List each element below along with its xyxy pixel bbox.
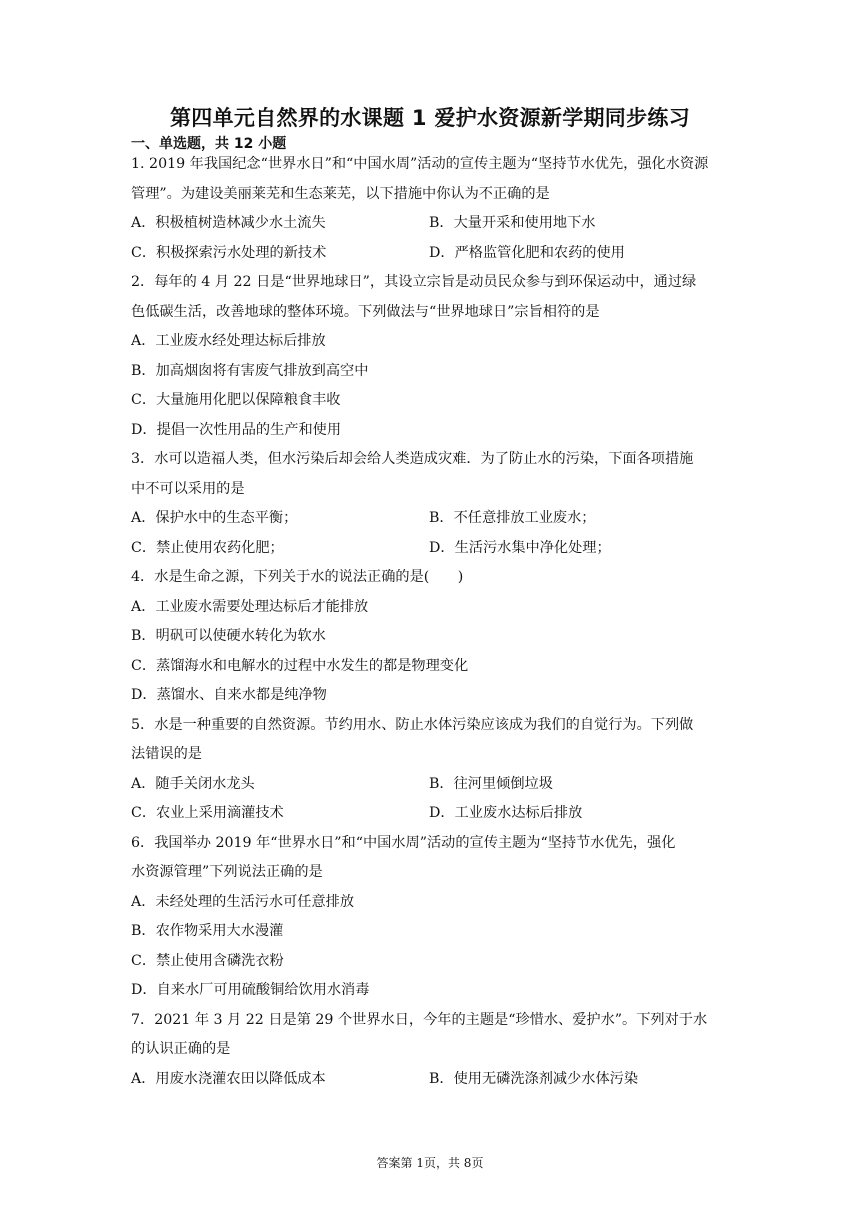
answer-option: B．使用无磷洗涤剂减少水体污染 [429,1070,639,1087]
answer-option-row [131,209,731,239]
question-stem-line: 中不可以采用的是 [131,480,245,497]
answer-option: C．蒸馏海水和电解水的过程中水发生的都是物理变化 [131,657,469,674]
answer-option: C．禁止使用农药化肥； [131,539,284,556]
question-stem-line: 4．水是生命之源，下列关于水的说法正确的是( ) [131,569,464,585]
question-stem-line: 法错误的是 [131,746,202,762]
answer-option: B．往河里倾倒垃圾 [429,775,553,792]
answer-option: A．积极植树造林减少水土流失 [131,215,326,231]
answer-option: A．随手关闭水龙头 [131,775,255,792]
answer-option: A．工业废水经处理达标后排放 [131,333,326,349]
question-stem-line: 1. 2019 年我国纪念“世界水日”和“中国水周”活动的宣传主题为“坚持节水优先，强化水资源 [131,156,709,172]
answer-option: D．提倡一次性用品的生产和使用 [131,421,342,438]
question-stem-line: 2．每年的 4 月 22 日是“世界地球日”，其设立宗旨是动员民众参与到环保运动中，通过绿 [131,274,697,290]
section-heading: 一、单选题，共 12 小题 [131,136,287,152]
question-stem-line: 7．2021 年 3 月 22 日是第 29 个世界水日，今年的主题是“珍惜水、爱护水”。下列对于水 [131,1011,708,1028]
question-4 [131,563,731,711]
answer-option-row [131,799,731,829]
question-2 [131,268,731,445]
question-list [131,150,731,1094]
question-5 [131,711,731,829]
answer-option-row [131,504,731,534]
answer-option-row [131,239,731,269]
question-3 [131,445,731,563]
answer-option: B．明矾可以使硬水转化为软水 [131,628,326,644]
question-1 [131,150,731,268]
page-footer: 答案第 1页，共 8页 [376,1156,484,1170]
answer-option: D．蒸馏水、自来水都是纯净物 [131,687,327,703]
answer-option-row [131,534,731,564]
answer-option: D．自来水厂可用硫酸铜给饮用水消毒 [131,982,370,998]
page-title: 第四单元自然界的水课题 1 爱护水资源新学期同步练习 [169,106,691,130]
question-stem-line: 的认识正确的是 [131,1041,231,1057]
question-stem-line: 6．我国举办 2019 年“世界水日”和“中国水周”活动的宣传主题为“坚持节水优先，强化 [131,834,676,851]
question-stem-line: 色低碳生活，改善地球的整体环境。下列做法与“世界地球日”宗旨相符的是 [131,303,600,320]
question-stem-line: 水资源管理”下列说法正确的是 [131,864,323,880]
answer-option: B．加高烟囱将有害废气排放到高空中 [131,362,369,379]
question-stem-line: 5．水是一种重要的自然资源。节约用水、防止水体污染应该成为我们的自觉行为。下列做 [131,716,694,733]
answer-option: C．积极探索污水处理的新技术 [131,244,327,261]
answer-option: A．工业废水需要处理达标后才能排放 [131,598,369,615]
answer-option: D．工业废水达标后排放 [429,805,583,821]
answer-option: C．禁止使用含磷洗衣粉 [131,952,284,969]
answer-option: B．农作物采用大水漫灌 [131,923,284,939]
question-6 [131,829,731,1006]
answer-option: A．用废水浇灌农田以降低成本 [131,1070,326,1087]
answer-option-row [131,770,731,800]
answer-option: D．严格监管化肥和农药的使用 [429,244,625,261]
question-stem-line: 3．水可以造福人类，但水污染后却会给人类造成灾难．为了防止水的污染，下面各项措施 [131,451,694,467]
answer-option: B．大量开采和使用地下水 [429,215,596,231]
answer-option: C．农业上采用滴灌技术 [131,805,284,821]
question-stem-line: 管理”。为建设美丽莱芜和生态莱芜，以下措施中你认为不正确的是 [131,185,550,202]
answer-option: D．生活污水集中净化处理； [429,539,611,556]
answer-option: A．保护水中的生态平衡； [131,510,298,526]
answer-option: B．不任意排放工业废水； [429,510,596,526]
answer-option: A．未经处理的生活污水可任意排放 [131,893,355,910]
answer-option-row [131,1065,731,1095]
question-7 [131,1006,731,1095]
answer-option: C．大量施用化肥以保障粮食丰收 [131,392,341,408]
